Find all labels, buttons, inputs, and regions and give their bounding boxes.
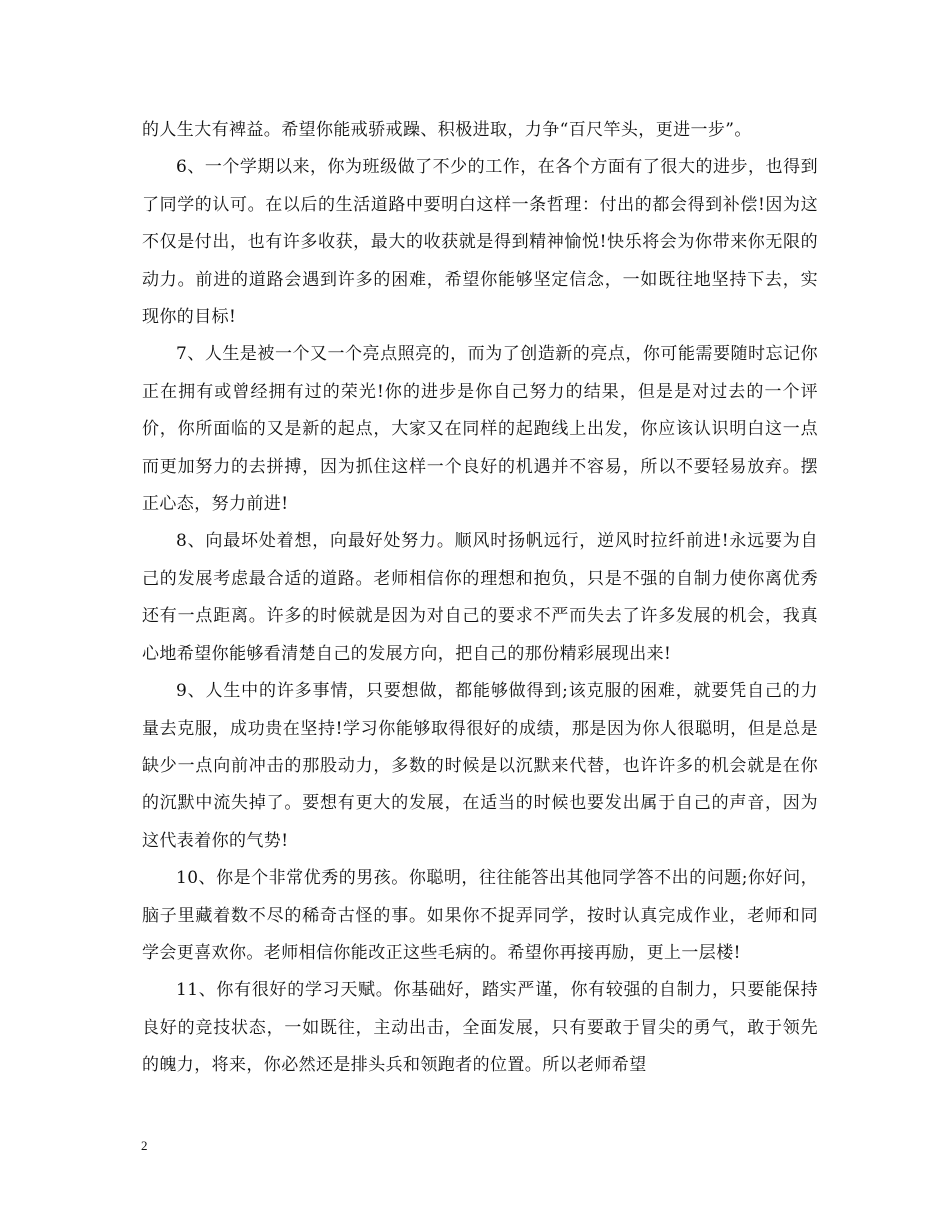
document-body	[142, 112, 818, 1085]
paragraph-item-9: 9、人生中的许多事情，只要想做，都能够做得到;该克服的困难，就要凭自己的力量去克服，成功贵在坚持!学习你能够取得很好的成绩，那是因为你人很聪明，但是总是缺少一点向前冲击的那股动力，多数的时候是以沉默来代替，也许许多的机会就是在你的沉默中流失掉了。要想有更大的发展，在适当的时候也要发出属于自己的声音，因为这代表着你的气势!	[142, 681, 818, 851]
paragraph-item-7: 7、人生是被一个又一个亮点照亮的，而为了创造新的亮点，你可能需要随时忘记你正在拥有或曾经拥有过的荣光!你的进步是你自己努力的结果，但是是对过去的一个评价，你所面临的又是新的起点，大家又在同样的起跑线上出发，你应该认识明白这一点而更加努力的去拼搏，因为抓住这样一个良好的机遇并不容易，所以不要轻易放弃。摆正心态，努力前进!	[142, 344, 818, 515]
page-number: 2	[141, 1138, 148, 1153]
paragraph-continuation: 的人生大有裨益。希望你能戒骄戒躁、积极进取，力争“百尺竿头，更进一步”。	[142, 120, 752, 140]
paragraph-item-8: 8、向最坏处着想，向最好处努力。顺风时扬帆远行，逆风时拉纤前进!永远要为自己的发展考虑最合适的道路。老师相信你的理想和抱负，只是不强的自制力使你离优秀还有一点距离。许多的时候就是因为对自己的要求不严而失去了许多发展的机会，我真心地希望你能够看清楚自己的发展方向，把自己的那份精彩展现出来!	[142, 531, 818, 664]
paragraph-item-11: 11、你有很好的学习天赋。你基础好，踏实严谨，你有较强的自制力，只要能保持良好的竞技状态，一如既往，主动出击，全面发展，只有要敢于冒尖的勇气，敢于领先的魄力，将来，你必然还是排头兵和领跑者的位置。所以老师希望	[142, 980, 818, 1076]
paragraph-item-10: 10、你是个非常优秀的男孩。你聪明，往往能答出其他同学答不出的问题;你好问，脑子里藏着数不尽的稀奇古怪的事。如果你不捉弄同学，按时认真完成作业，老师和同学会更喜欢你。老师相信你能改正这些毛病的。希望你再接再励，更上一层楼!	[142, 868, 818, 963]
paragraph-item-6: 6、一个学期以来，你为班级做了不少的工作，在各个方面有了很大的进步，也得到了同学的认可。在以后的生活道路中要明白这样一条哲理：付出的都会得到补偿!因为这不仅是付出，也有许多收获，最大的收获就是得到精神愉悦!快乐将会为你带来你无限的动力。前进的道路会遇到许多的困难，希望你能够坚定信念，一如既往地坚持下去，实现你的目标!	[142, 157, 818, 328]
